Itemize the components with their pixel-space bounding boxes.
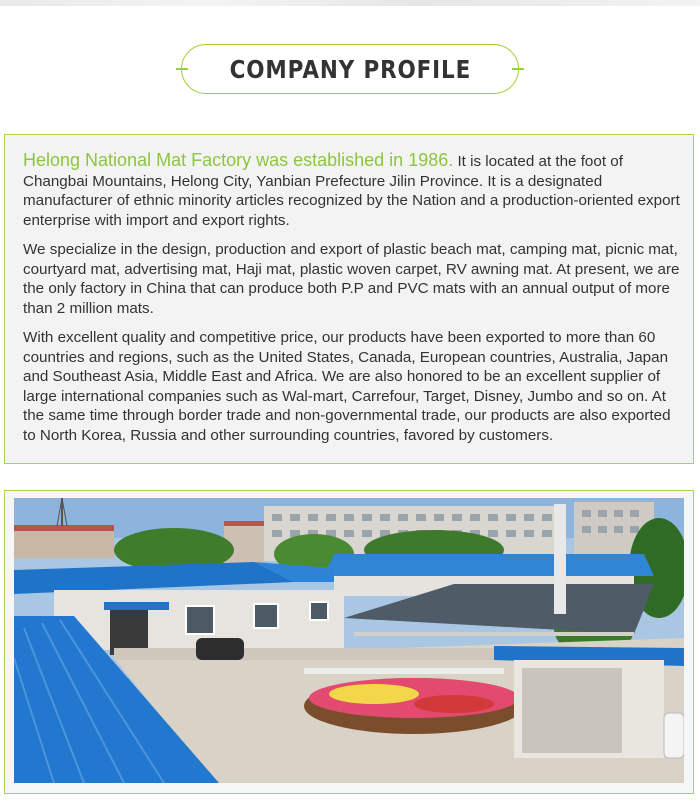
profile-paragraph-1 xyxy=(23,151,683,230)
profile-text-area xyxy=(23,151,683,455)
company-profile-text-box xyxy=(4,134,694,464)
profile-paragraph-3: With excellent quality and competitive price, our products have been exported to more than 60 countries and regions, such as the United States, Canada, European countries, Australia, Japan and Southeast Asia, Middle East and Africa. We are also honored to be an excellent supplier of large international companies such as Wal-mart, Carrefour, Target, Disney, Jumbo and so on. At the same time through border trade and non-governmental trade, our products are also exported to North Korea, Russia and other surrounding countries, favored by customers. xyxy=(23,329,671,444)
title-right-tick xyxy=(512,68,524,70)
profile-paragraph-2: We specialize in the design, production and export of plastic beach mat, camping mat, picnic mat, courtyard mat, advertising mat, Haji mat, plastic woven carpet, RV awning mat. At present, we are the only factory in China that can produce both P.P and PVC mats with an annual output of more than 2 million mats. xyxy=(23,241,680,317)
factory-photo-frame xyxy=(4,490,694,794)
factory-photo xyxy=(14,498,684,783)
section-header xyxy=(0,44,700,96)
page-title: COMPANY PROFILE xyxy=(229,54,471,84)
profile-lead-sentence: Helong National Mat Factory was established in 1986. xyxy=(23,150,454,170)
top-decorative-strip xyxy=(0,0,700,6)
profile-paragraph-1-rest: It is located at the foot of Changbai Mountains, Helong City, Yanbian Prefecture Jilin Province. It is a designated manufacturer of ethnic minority articles recognized by the Nation and a production-oriented export enterprise with import and export rights. xyxy=(23,153,680,229)
title-pill xyxy=(181,44,519,94)
factory-illustration xyxy=(14,498,684,783)
